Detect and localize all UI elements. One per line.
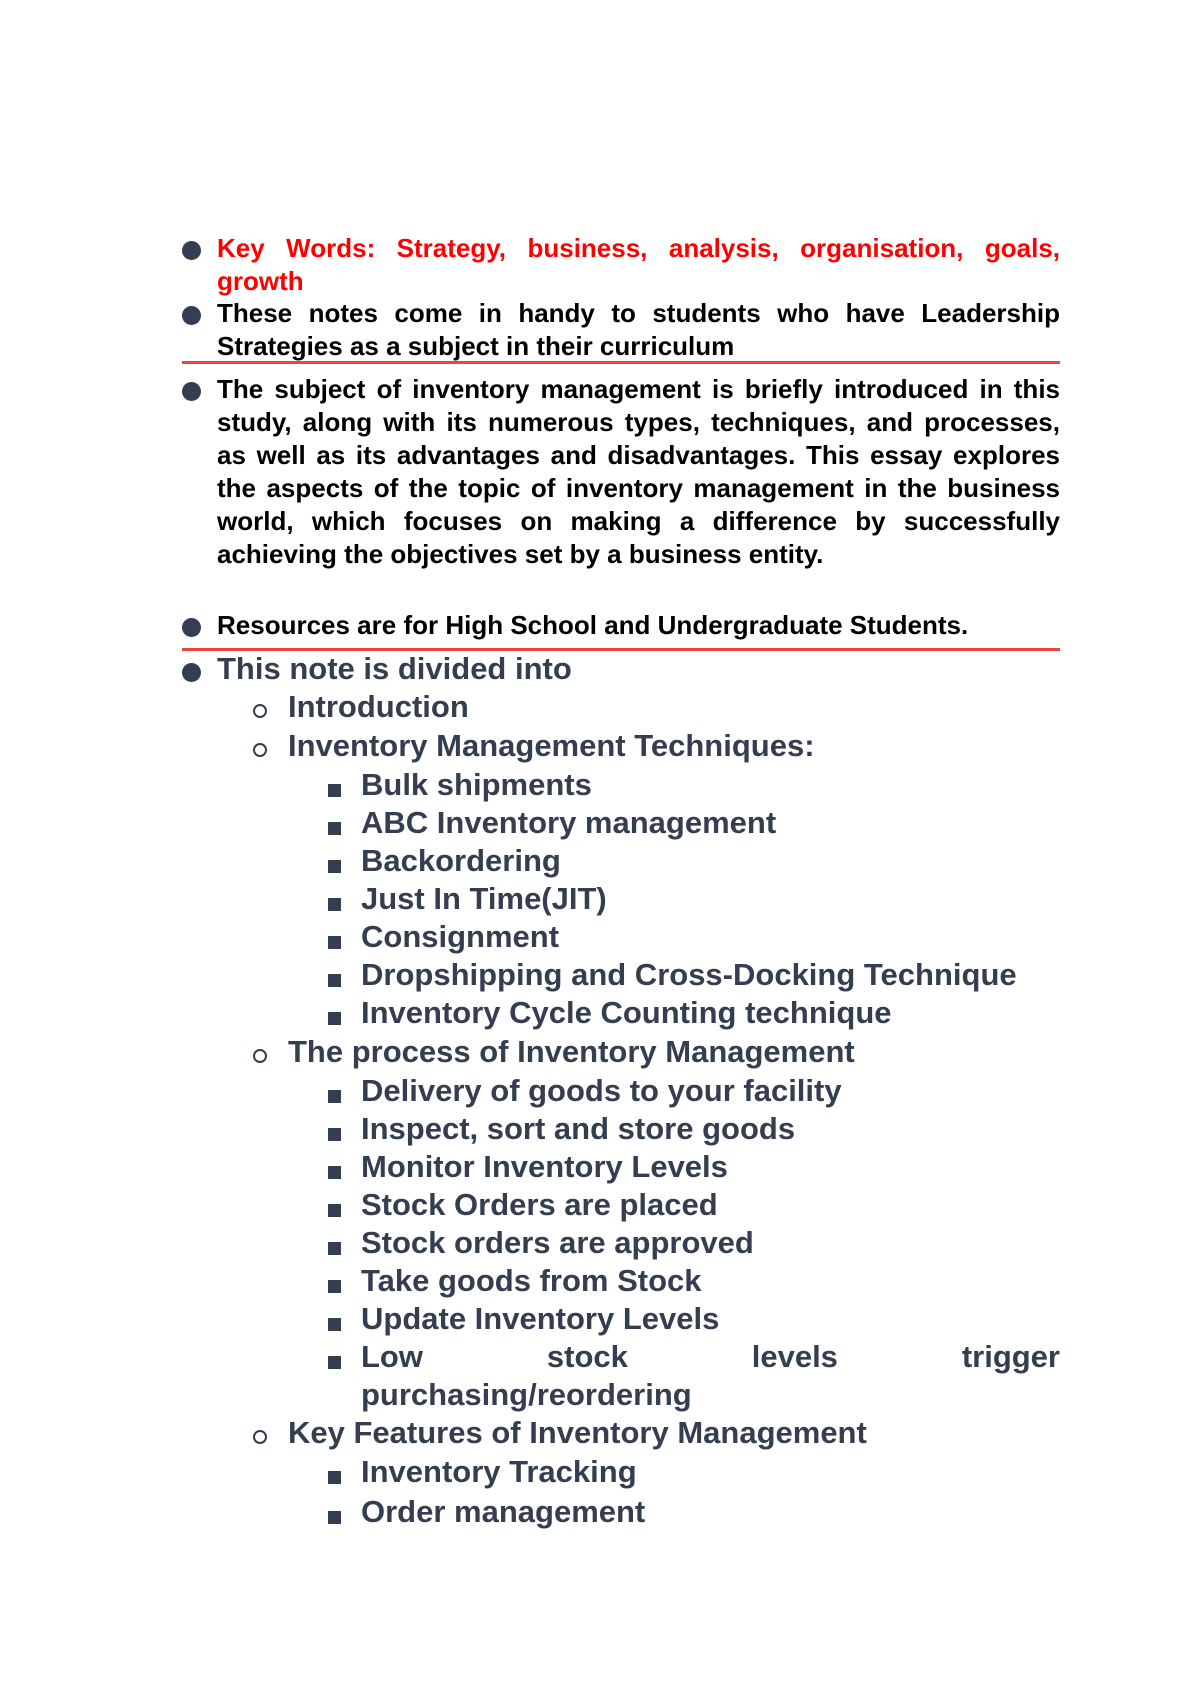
square-bullet: [328, 1012, 341, 1025]
circle-bullet: [253, 704, 267, 718]
square-bullet: [328, 1128, 341, 1141]
audience-text: These notes come in handy to students who have Leadership Strategies as a subject in their curriculum: [217, 298, 1060, 361]
square-bullet: [328, 860, 341, 873]
resources-text: Resources are for High School and Undergraduate Students.: [217, 610, 969, 640]
outline-item-continuation: purchasing/reordering: [361, 1377, 692, 1412]
outline-item: Backordering: [361, 843, 561, 878]
bullet-dot: [182, 663, 201, 682]
section-divider: [182, 361, 1060, 364]
square-bullet: [328, 822, 341, 835]
outline-item: Monitor Inventory Levels: [361, 1149, 728, 1184]
circle-bullet: [253, 1430, 267, 1444]
outline-item: Bulk shipments: [361, 767, 592, 802]
outline-section-title: Key Features of Inventory Management: [288, 1415, 867, 1450]
outline-heading: This note is divided into: [217, 651, 572, 686]
outline-section-title: The process of Inventory Management: [288, 1034, 855, 1069]
square-bullet: [328, 936, 341, 949]
square-bullet: [328, 1090, 341, 1103]
keywords-text: Key Words: Strategy, business, analysis, organisation, goals, growth: [217, 233, 1060, 296]
outline-item: Consignment: [361, 919, 560, 954]
outline-item: Stock Orders are placed: [361, 1187, 718, 1222]
bullet-dot: [182, 306, 201, 325]
justified-word: trigger: [961, 1339, 1060, 1374]
square-bullet: [328, 784, 341, 797]
summary-text: The subject of inventory management is briefly introduced in this study, along with its numerous types, techniques, and processes, as well as its advantages and disadvantages. This essay explores the aspects of the topic of inventory management in the business world, which focuses on making a difference by successfully achieving the objectives set by a business entity.: [217, 374, 1060, 569]
square-bullet: [328, 974, 341, 987]
outline-section-title: Inventory Management Techniques:: [288, 728, 815, 763]
square-bullet: [328, 1511, 341, 1524]
justified-word: levels: [751, 1339, 838, 1374]
square-bullet: [328, 1242, 341, 1255]
outline-item: Delivery of goods to your facility: [361, 1073, 842, 1108]
outline-item: ABC Inventory management: [361, 805, 777, 840]
outline-item: Take goods from Stock: [361, 1263, 702, 1298]
outline-item: Stock orders are approved: [361, 1225, 754, 1260]
square-bullet: [328, 1356, 341, 1369]
bullet-dot: [182, 241, 201, 260]
square-bullet: [328, 1471, 341, 1484]
outline-section-title: Introduction: [288, 689, 469, 724]
square-bullet: [328, 1280, 341, 1293]
outline-item: Dropshipping and Cross-Docking Technique: [361, 957, 1017, 992]
bullet-dot: [182, 382, 201, 401]
outline-item: Just In Time(JIT): [361, 881, 607, 916]
square-bullet: [328, 1166, 341, 1179]
outline-item: Inventory Cycle Counting technique: [361, 995, 892, 1030]
outline-item-justified: [361, 1338, 1060, 1376]
outline-item: Inventory Tracking: [361, 1454, 637, 1489]
square-bullet: [328, 898, 341, 911]
square-bullet: [328, 1204, 341, 1217]
outline-item: Order management: [361, 1494, 646, 1529]
outline-item: Inspect, sort and store goods: [361, 1111, 796, 1146]
square-bullet: [328, 1318, 341, 1331]
justified-word: stock: [546, 1339, 628, 1374]
justified-word: Low: [361, 1339, 423, 1374]
bullet-dot: [182, 618, 201, 637]
outline-item: Update Inventory Levels: [361, 1301, 720, 1336]
circle-bullet: [253, 1049, 267, 1063]
circle-bullet: [253, 743, 267, 757]
